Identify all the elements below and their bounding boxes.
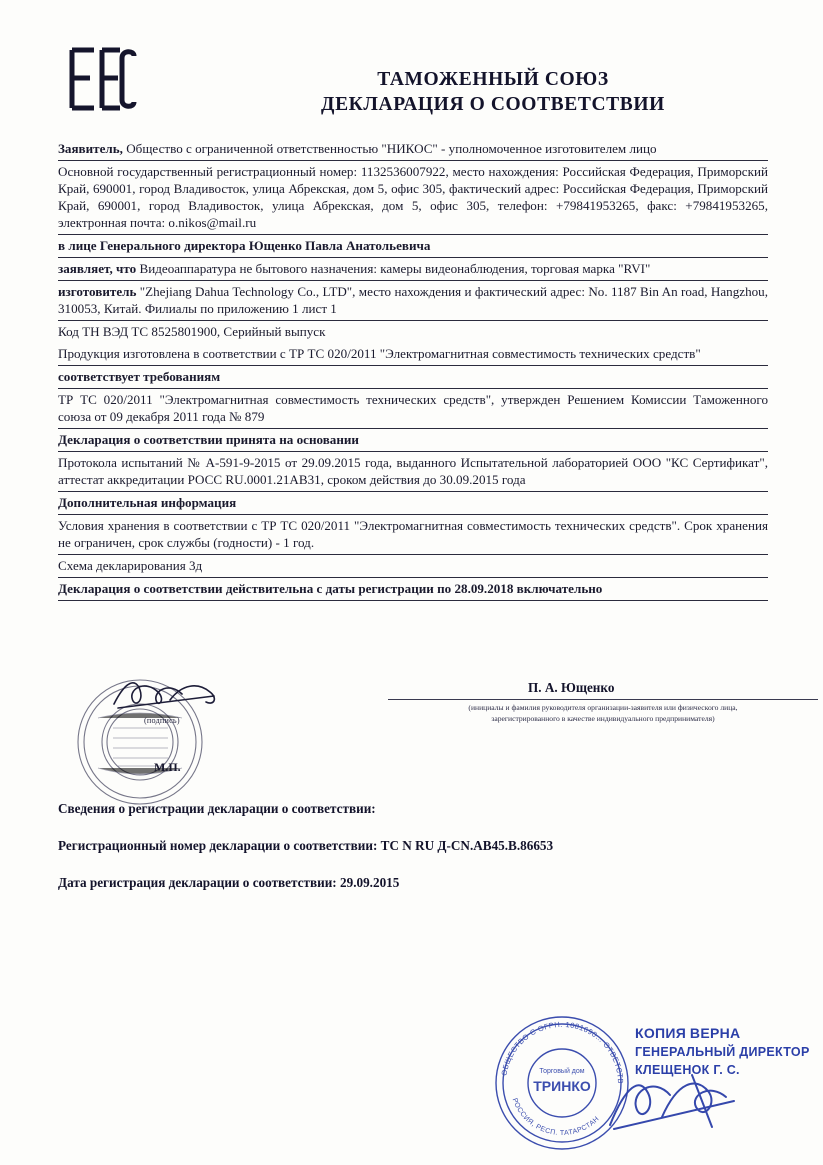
accepted-on-basis-label: Декларация о соответствии принята на основании	[58, 432, 359, 448]
declares-row	[58, 258, 768, 281]
eac-conformity-icon	[64, 46, 138, 112]
declares-label: заявляет, что	[58, 261, 137, 277]
document-header	[58, 46, 768, 116]
validity-row	[58, 578, 768, 601]
product-made-row: Продукция изготовлена в соответствии с ТР ТС 020/2011 "Электромагнитная совместимость технических средств"	[58, 343, 768, 366]
signer-caption-line-1: (инициалы и фамилия руководителя организации-заявителя или физического лица,	[468, 703, 738, 712]
registration-number-label: Регистрационный номер декларации о соответствии:	[58, 838, 378, 854]
registration-date-label: Дата регистрация декларации о соответствии:	[58, 875, 337, 891]
handwritten-signature	[110, 674, 230, 714]
signature-caption: (подпись)	[144, 716, 180, 725]
basis-row: Протокола испытаний № А-591-9-2015 от 29.09.2015 года, выданного Испытательной лабораторией ООО "КС Сертификат", аттестат аккредитации РОСС RU.0001.21АВ31, сроком действия до 30.09.2015 года	[58, 452, 768, 492]
registration-number-value: ТС N RU Д-CN.АВ45.В.86653	[380, 838, 554, 854]
conforms-label: соответствует требованиям	[58, 369, 221, 385]
requirements-row: ТР ТС 020/2011 "Электромагнитная совместимость технических средств", утвержден Решением Комиссии Таможенного союза от 09 декабря 2011 года № 879	[58, 389, 768, 429]
document-title	[258, 68, 728, 118]
tnved-row: Код ТН ВЭД ТС 8525801900, Серийный выпуск	[58, 324, 326, 340]
blue-handwritten-signature	[600, 1067, 750, 1137]
additional-info-row: Условия хранения в соответствии с ТР ТС 020/2011 "Электромагнитная совместимость технических средств". Срок хранения не ограничен, срок службы (годности) - 1 год.	[58, 515, 768, 555]
registration-date-row	[58, 874, 768, 891]
conforms-row	[58, 366, 768, 389]
director-name: КЛЕЩЕНОК Г. С.	[635, 1063, 740, 1078]
signer-name: П. А. Ющенко	[528, 680, 615, 695]
signer-role-caption	[388, 702, 818, 724]
document-body	[58, 138, 768, 601]
director-title-line-1: ГЕНЕРАЛЬНЫЙ	[635, 1045, 736, 1060]
verified-label: ВЕРНА	[689, 1025, 741, 1041]
in-person-of-label: в лице Генерального директора Ющенко Павла Анатольевича	[58, 238, 431, 254]
signature-rule	[388, 699, 818, 700]
registration-date-value: 29.09.2015	[340, 875, 400, 891]
copy-certification-stamps	[480, 1005, 810, 1160]
svg-text:РОССИЯ, РЕСП. ТАТАРСТАН: РОССИЯ, РЕСП. ТАТАРСТАН	[510, 1097, 601, 1138]
svg-text:ТРИНКО: ТРИНКО	[533, 1078, 591, 1094]
in-person-of-row	[58, 235, 768, 258]
title-line-2: ДЕКЛАРАЦИЯ О СООТВЕТСТВИИ	[321, 93, 665, 115]
registration-block	[58, 800, 768, 911]
additional-info-heading-row	[58, 492, 768, 515]
svg-text:ОБЩЕСТВО С ОГРН. 1081690… ОТВ: ОБЩЕСТВО С ОГРН. 1081690… ОТВЕТСТВ	[499, 1019, 626, 1084]
additional-info-label: Дополнительная информация	[58, 495, 237, 511]
signer-caption-line-2: зарегистрированного в качестве индивидуального предпринимателя)	[491, 714, 715, 723]
registration-heading: Сведения о регистрации декларации о соответствии:	[58, 801, 376, 816]
validity-label: Декларация о соответствии действительна с даты регистрации по 28.09.2018 включательно	[58, 581, 603, 597]
registration-number-row	[58, 837, 768, 854]
manufacturer-label: изготовитель	[58, 284, 137, 300]
applicant-label: Заявитель,	[58, 141, 123, 156]
registration-info-row: Основной государственный регистрационный номер: 1132536007922, место нахождения: Российская Федерация, Приморский Край, 690001, город Владивосток, улица Абрекская, дом 5, офис 305, фактический адрес: Российская Федерация, Приморский Край, 690001, город Владивосток, улица Абрекская, дом 5, офис 305, телефон: +79841953265, факс: +79841953265, электронная почта: o.nikos@mail.ru	[58, 161, 768, 235]
declares-text: Видеоаппаратура не бытового назначения: камеры видеонаблюдения, торговая марка "RVI"	[136, 261, 651, 277]
scheme-row: Схема декларирования 3д	[58, 555, 768, 578]
applicant-text: Общество с ограниченной ответственностью "НИКОС" - уполномоченное изготовителем лицо	[122, 141, 657, 156]
signature-zone	[58, 668, 768, 798]
copy-label: КОПИЯ	[635, 1025, 687, 1041]
manufacturer-text: "Zhejiang Dahua Technology Co., LTD", место нахождения и фактический адрес: No. 1187 Bin An road, Hangzhou, 310053, Китай. Филиалы по приложению 1 лист 1	[58, 284, 768, 317]
accepted-on-basis-row	[58, 429, 768, 452]
svg-text:Торговый дом: Торговый дом	[539, 1068, 585, 1075]
director-title-line-2: ДИРЕКТОР	[739, 1045, 810, 1060]
applicant-row	[58, 138, 768, 161]
seal-place-label: М.П.	[154, 760, 181, 774]
title-line-1: ТАМОЖЕННЫЙ СОЮЗ	[377, 69, 609, 90]
manufacturer-row	[58, 281, 768, 321]
